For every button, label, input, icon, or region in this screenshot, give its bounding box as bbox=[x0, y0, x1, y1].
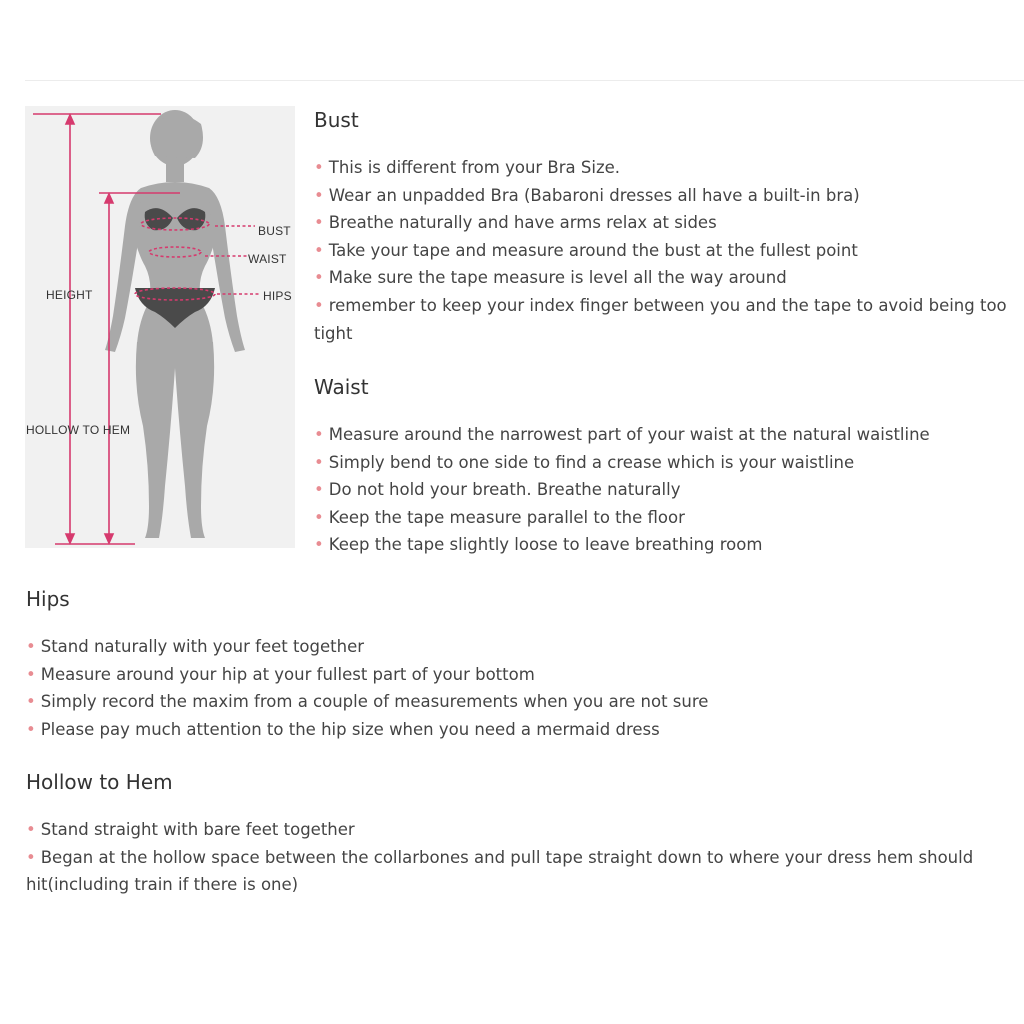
list-item-text: Wear an unpadded Bra (Babaroni dresses all have a built-in bra) bbox=[328, 185, 860, 205]
list-item bbox=[314, 449, 1019, 477]
list-item bbox=[26, 816, 1016, 844]
bullet-dot-icon: • bbox=[314, 185, 324, 205]
section-bust bbox=[314, 106, 1019, 347]
hollow-to-hem-label: HOLLOW TO HEM bbox=[26, 423, 131, 437]
section-hollow-to-hem bbox=[26, 768, 1016, 899]
list-item bbox=[314, 154, 1019, 182]
list-item bbox=[314, 292, 1019, 347]
waist-label: WAIST bbox=[248, 252, 287, 266]
bullet-dot-icon: • bbox=[314, 158, 324, 177]
bullet-dot-icon: • bbox=[314, 480, 324, 500]
list-item bbox=[314, 237, 1019, 265]
section-hips bbox=[26, 585, 1016, 743]
list-item-text: Take your tape and measure around the bust at the fullest point bbox=[328, 240, 858, 260]
list-item bbox=[26, 716, 1016, 744]
bullet-dot-icon: • bbox=[314, 507, 324, 527]
bullet-dot-icon: • bbox=[26, 820, 36, 839]
bullet-list bbox=[314, 154, 1019, 347]
section-title: Waist bbox=[314, 375, 369, 399]
list-item bbox=[314, 531, 1019, 559]
bullet-dot-icon: • bbox=[314, 268, 324, 288]
bullet-dot-icon: • bbox=[26, 719, 36, 739]
list-item-text: Do not hold your breath. Breathe naturally bbox=[328, 480, 681, 500]
bullet-list bbox=[314, 421, 1019, 559]
bullet-dot-icon: • bbox=[314, 452, 324, 472]
list-item-text: Please pay much attention to the hip size when you need a mermaid dress bbox=[40, 719, 660, 739]
top-divider bbox=[25, 80, 1024, 81]
bullet-dot-icon: • bbox=[314, 213, 324, 233]
bullet-dot-icon: • bbox=[26, 847, 36, 867]
bullet-dot-icon: • bbox=[314, 240, 324, 260]
bullet-dot-icon: • bbox=[26, 664, 36, 684]
measurement-diagram bbox=[25, 106, 295, 548]
bullet-dot-icon: • bbox=[314, 535, 324, 555]
list-item-text: Simply bend to one side to find a crease which is your waistline bbox=[328, 452, 855, 472]
list-item bbox=[314, 504, 1019, 532]
list-item-text: Simply record the maxim from a couple of measurements when you are not sure bbox=[40, 692, 709, 712]
list-item bbox=[314, 182, 1019, 210]
section-title: Bust bbox=[314, 108, 359, 132]
list-item-text: Make sure the tape measure is level all the way around bbox=[328, 268, 787, 288]
section-waist bbox=[314, 373, 1019, 559]
list-item-text: Measure around your hip at your fullest part of your bottom bbox=[40, 664, 535, 684]
list-item bbox=[314, 264, 1019, 292]
bullet-list bbox=[26, 816, 1016, 899]
bullet-dot-icon: • bbox=[26, 637, 36, 656]
list-item bbox=[26, 661, 1016, 689]
bust-label: BUST bbox=[258, 224, 291, 238]
list-item-text: This is different from your Bra Size. bbox=[328, 158, 621, 177]
list-item-text: Keep the tape slightly loose to leave breathing room bbox=[328, 535, 763, 555]
section-title: Hips bbox=[26, 587, 70, 611]
list-item-text: Keep the tape measure parallel to the floor bbox=[328, 507, 685, 527]
list-item-text: Stand straight with bare feet together bbox=[40, 820, 355, 839]
bullet-dot-icon: • bbox=[314, 425, 324, 444]
hips-label: HIPS bbox=[263, 289, 292, 303]
list-item bbox=[314, 209, 1019, 237]
list-item-text: Breathe naturally and have arms relax at sides bbox=[328, 213, 717, 233]
bullet-dot-icon: • bbox=[314, 295, 324, 315]
bullet-dot-icon: • bbox=[26, 692, 36, 712]
list-item-text: remember to keep your index finger between you and the tape to avoid being too tight bbox=[314, 295, 1007, 343]
height-label: HEIGHT bbox=[46, 288, 93, 302]
bullet-list bbox=[26, 633, 1016, 743]
list-item bbox=[314, 421, 1019, 449]
list-item-text: Stand naturally with your feet together bbox=[40, 637, 365, 656]
section-title: Hollow to Hem bbox=[26, 770, 173, 794]
list-item-text: Began at the hollow space between the collarbones and pull tape straight down to where your dress hem should hit(including train if there is one) bbox=[26, 847, 974, 895]
list-item bbox=[26, 688, 1016, 716]
list-item-text: Measure around the narrowest part of your waist at the natural waistline bbox=[328, 425, 930, 444]
list-item bbox=[26, 844, 1016, 899]
list-item bbox=[26, 633, 1016, 661]
list-item bbox=[314, 476, 1019, 504]
body-silhouette-illustration bbox=[25, 106, 295, 548]
